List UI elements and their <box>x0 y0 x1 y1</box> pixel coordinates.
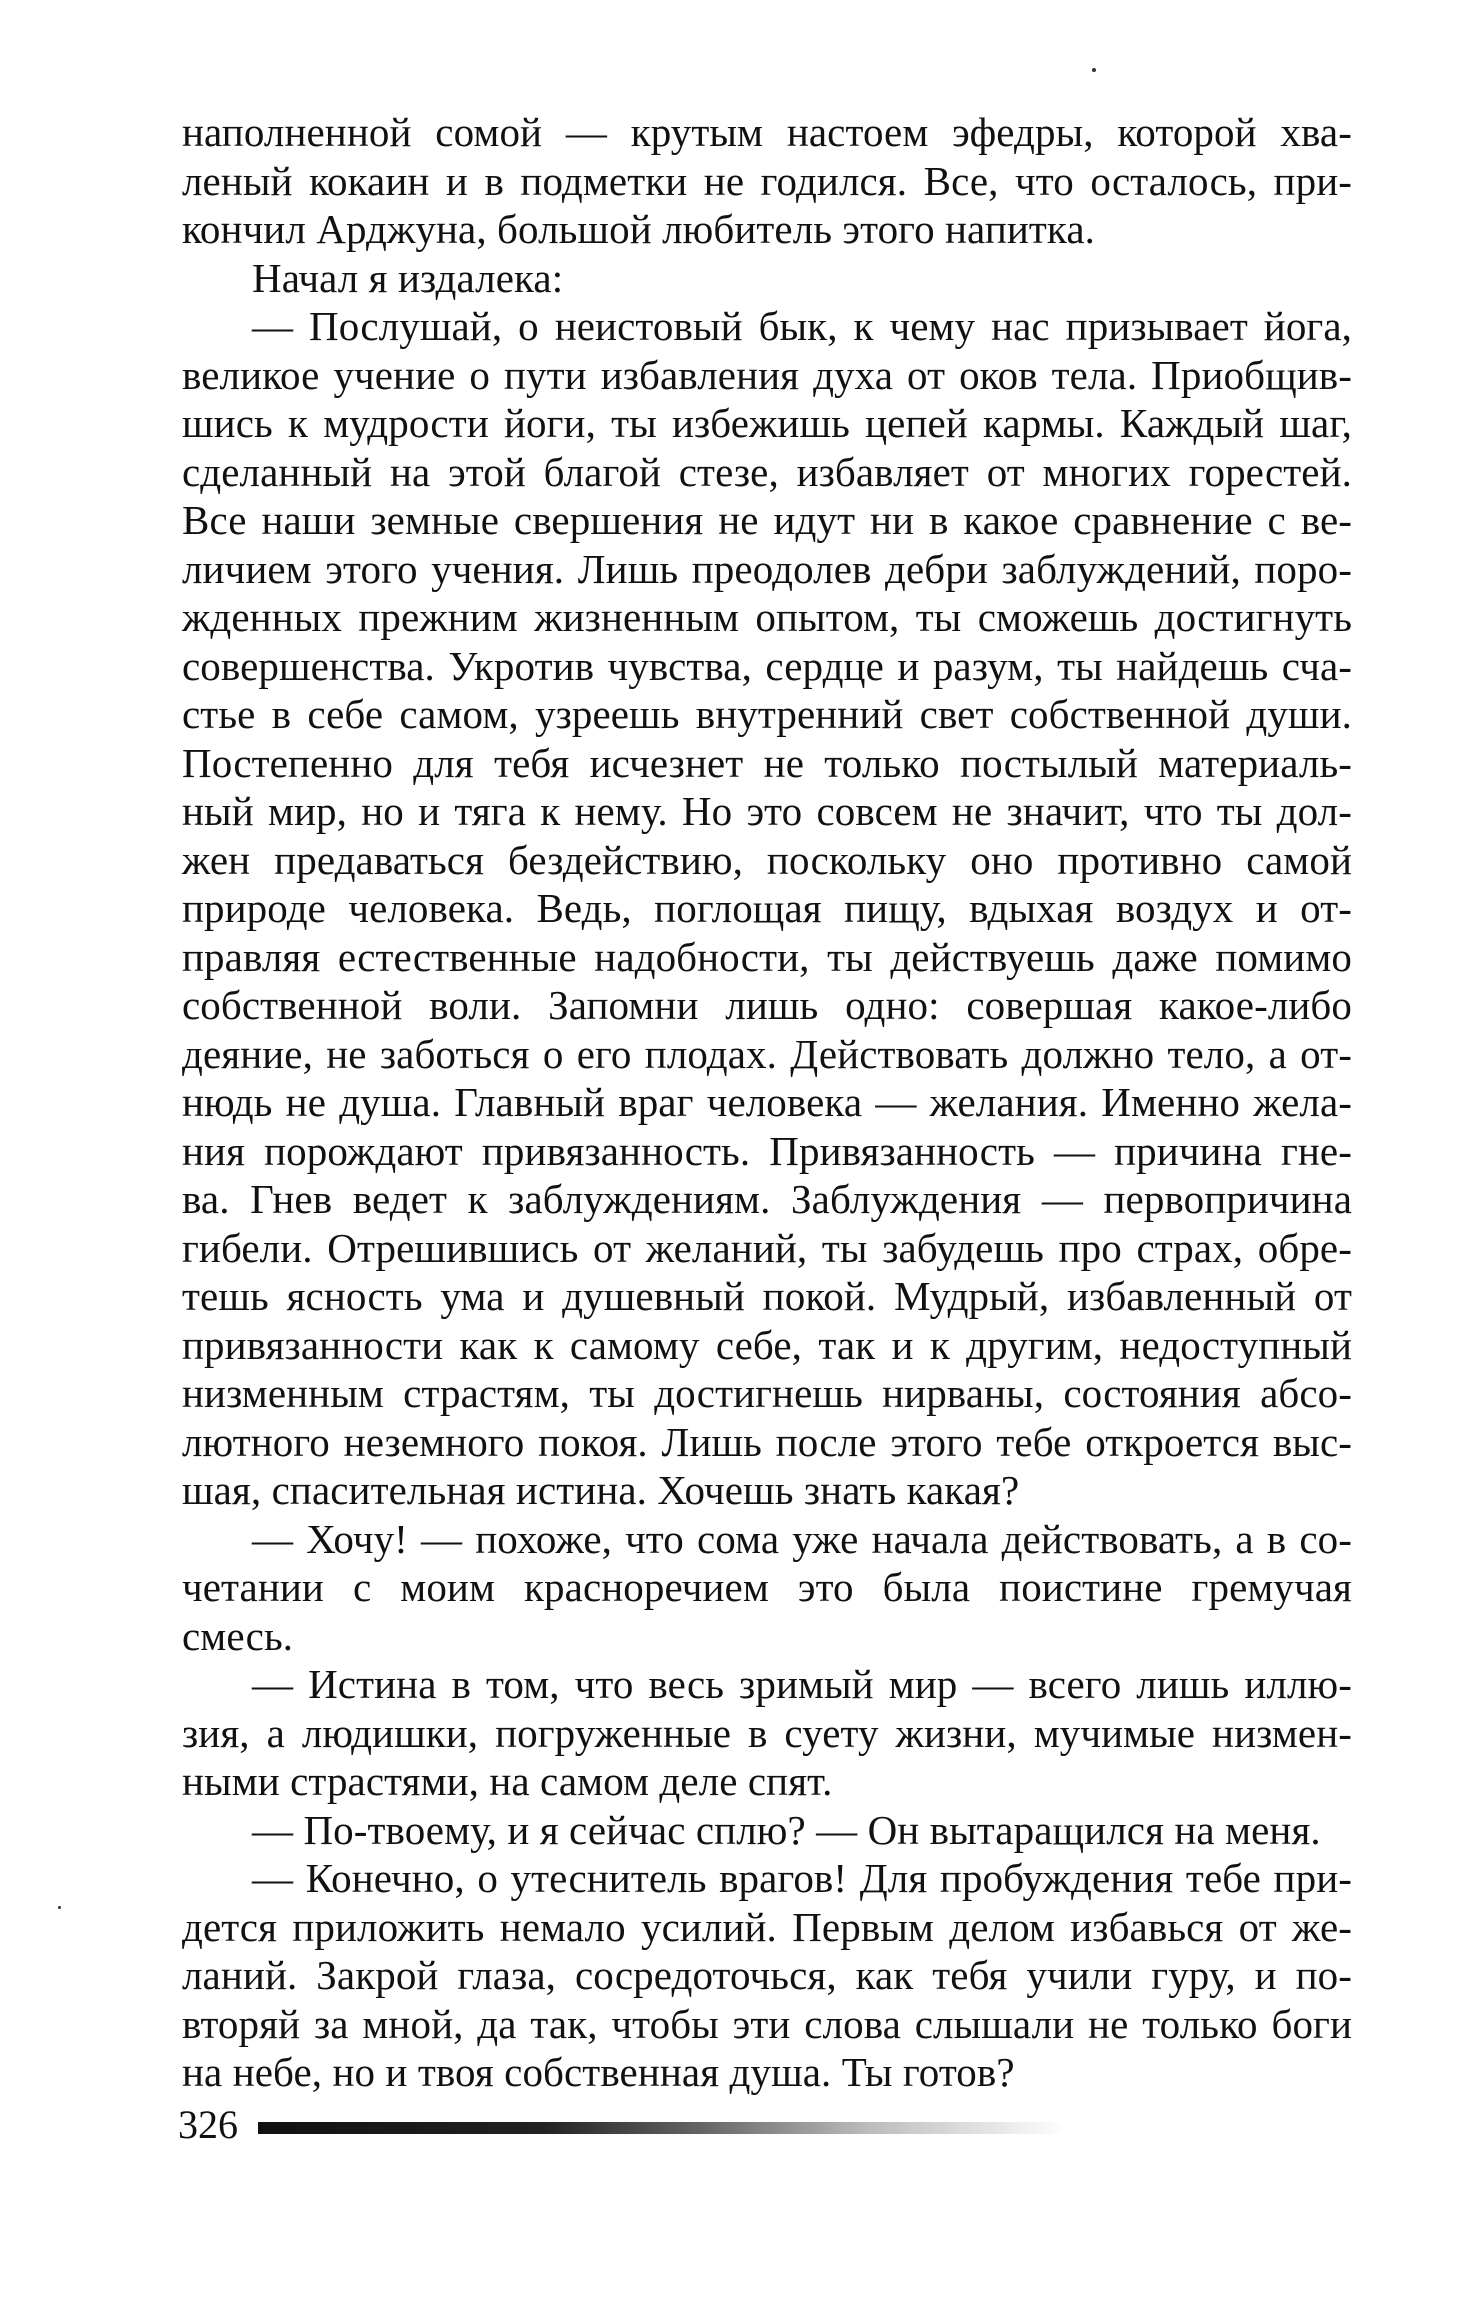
text-line: ный мир, но и тяга к нему. Но это совсем не значит, что ты дол- <box>182 788 1352 834</box>
text-line: шись к мудрости йоги, ты избежишь цепей кармы. Каждый шаг, <box>182 400 1352 446</box>
text-line: нюдь не душа. Главный враг человека — желания. Именно жела- <box>182 1079 1352 1125</box>
text-line: наполненной сомой — крутым настоем эфедры, которой хва- <box>182 109 1352 155</box>
text-line: Начал я издалека: <box>252 254 564 301</box>
text-line: — Хочу! — похоже, что сома уже начала действовать, а в со- <box>252 1515 1352 1562</box>
text-line: — Истина в том, что весь зримый мир — всего лишь иллю- <box>252 1661 1352 1707</box>
text-line: зия, а людишки, погруженные в суету жизни, мучимые низмен- <box>182 1709 1352 1756</box>
text-line: правляя естественные надобности, ты действуешь даже помимо <box>182 933 1352 980</box>
text-line: на небе, но и твоя собственная душа. Ты готов? <box>182 2049 1015 2095</box>
text-line: вторяй за мной, да так, чтобы эти слова слышали не только боги <box>182 2000 1352 2047</box>
text-line: собственной воли. Запомни лишь одно: совершая какое-либо <box>182 982 1352 1028</box>
text-line: совершенства. Укротив чувства, сердце и разум, ты найдешь сча- <box>182 642 1352 689</box>
text-line: жен предаваться бездействию, поскольку оно противно самой <box>182 836 1352 883</box>
text-line: природе человека. Ведь, поглощая пищу, вдыхая воздух и от- <box>182 885 1352 931</box>
text-line: леный кокаин и в подметки не годился. Все, что осталось, при- <box>182 157 1352 204</box>
text-line: ва. Гнев ведет к заблуждениям. Заблуждения — первопричина <box>182 1176 1352 1222</box>
scan-speck <box>58 1906 61 1909</box>
text-line: Все наши земные свершения не идут ни в какое сравнение с ве- <box>182 497 1352 543</box>
text-line: — Конечно, о утеснитель врагов! Для пробуждения тебе при- <box>252 1855 1352 1901</box>
text-line: низменным страстям, ты достигнешь нирваны, состояния абсо- <box>182 1370 1352 1416</box>
text-line: сделанный на этой благой стезе, избавляет от многих горестей. <box>182 448 1352 495</box>
text-line: дется приложить немало усилий. Первым делом избавься от же- <box>182 1903 1352 1950</box>
text-line: кончил Арджуна, большой любитель этого напитка. <box>182 206 1095 252</box>
scan-speck <box>1092 68 1096 72</box>
text-line: — Послушай, о неистовый бык, к чему нас призывает йога, <box>252 303 1352 349</box>
text-line: четании с моим красноречием это была поистине гремучая <box>182 1564 1352 1610</box>
text-line: лютного неземного покоя. Лишь после этого тебе откроется выс- <box>182 1418 1352 1465</box>
text-line: великое учение о пути избавления духа от оков тела. Приобщив- <box>182 351 1352 398</box>
text-line: ния порождают привязанность. Привязанность — причина гне- <box>182 1127 1352 1174</box>
text-line: привязанности как к самому себе, так и к другим, недоступный <box>182 1321 1352 1368</box>
text-line: Постепенно для тебя исчезнет не только постылый материаль- <box>182 739 1352 786</box>
page-footer <box>178 2100 1078 2150</box>
text-line: смесь. <box>182 1612 294 1659</box>
text-line: личием этого учения. Лишь преодолев дебри заблуждений, поро- <box>182 545 1352 592</box>
text-line: жденных прежним жизненным опытом, ты сможешь достигнуть <box>182 594 1352 640</box>
page-number: 326 <box>178 2102 238 2147</box>
body-text <box>182 108 1352 2097</box>
text-line: ными страстями, на самом деле спят. <box>182 1758 833 1804</box>
footer-rule <box>258 2122 1068 2134</box>
text-line: стье в себе самом, узреешь внутренний свет собственной души. <box>182 691 1352 737</box>
text-line: тешь ясность ума и душевный покой. Мудрый, избавленный от <box>182 1273 1352 1319</box>
text-line: — По-твоему, и я сейчас сплю? — Он вытаращился на меня. <box>252 1806 1321 1853</box>
text-line: гибели. Отрешившись от желаний, ты забудешь про страх, обре- <box>182 1224 1352 1271</box>
text-line: шая, спасительная истина. Хочешь знать какая? <box>182 1467 1020 1513</box>
text-line: деяние, не заботься о его плодах. Действовать должно тело, а от- <box>182 1030 1352 1077</box>
text-line: ланий. Закрой глаза, сосредоточься, как тебя учили гуру, и по- <box>182 1952 1352 1998</box>
